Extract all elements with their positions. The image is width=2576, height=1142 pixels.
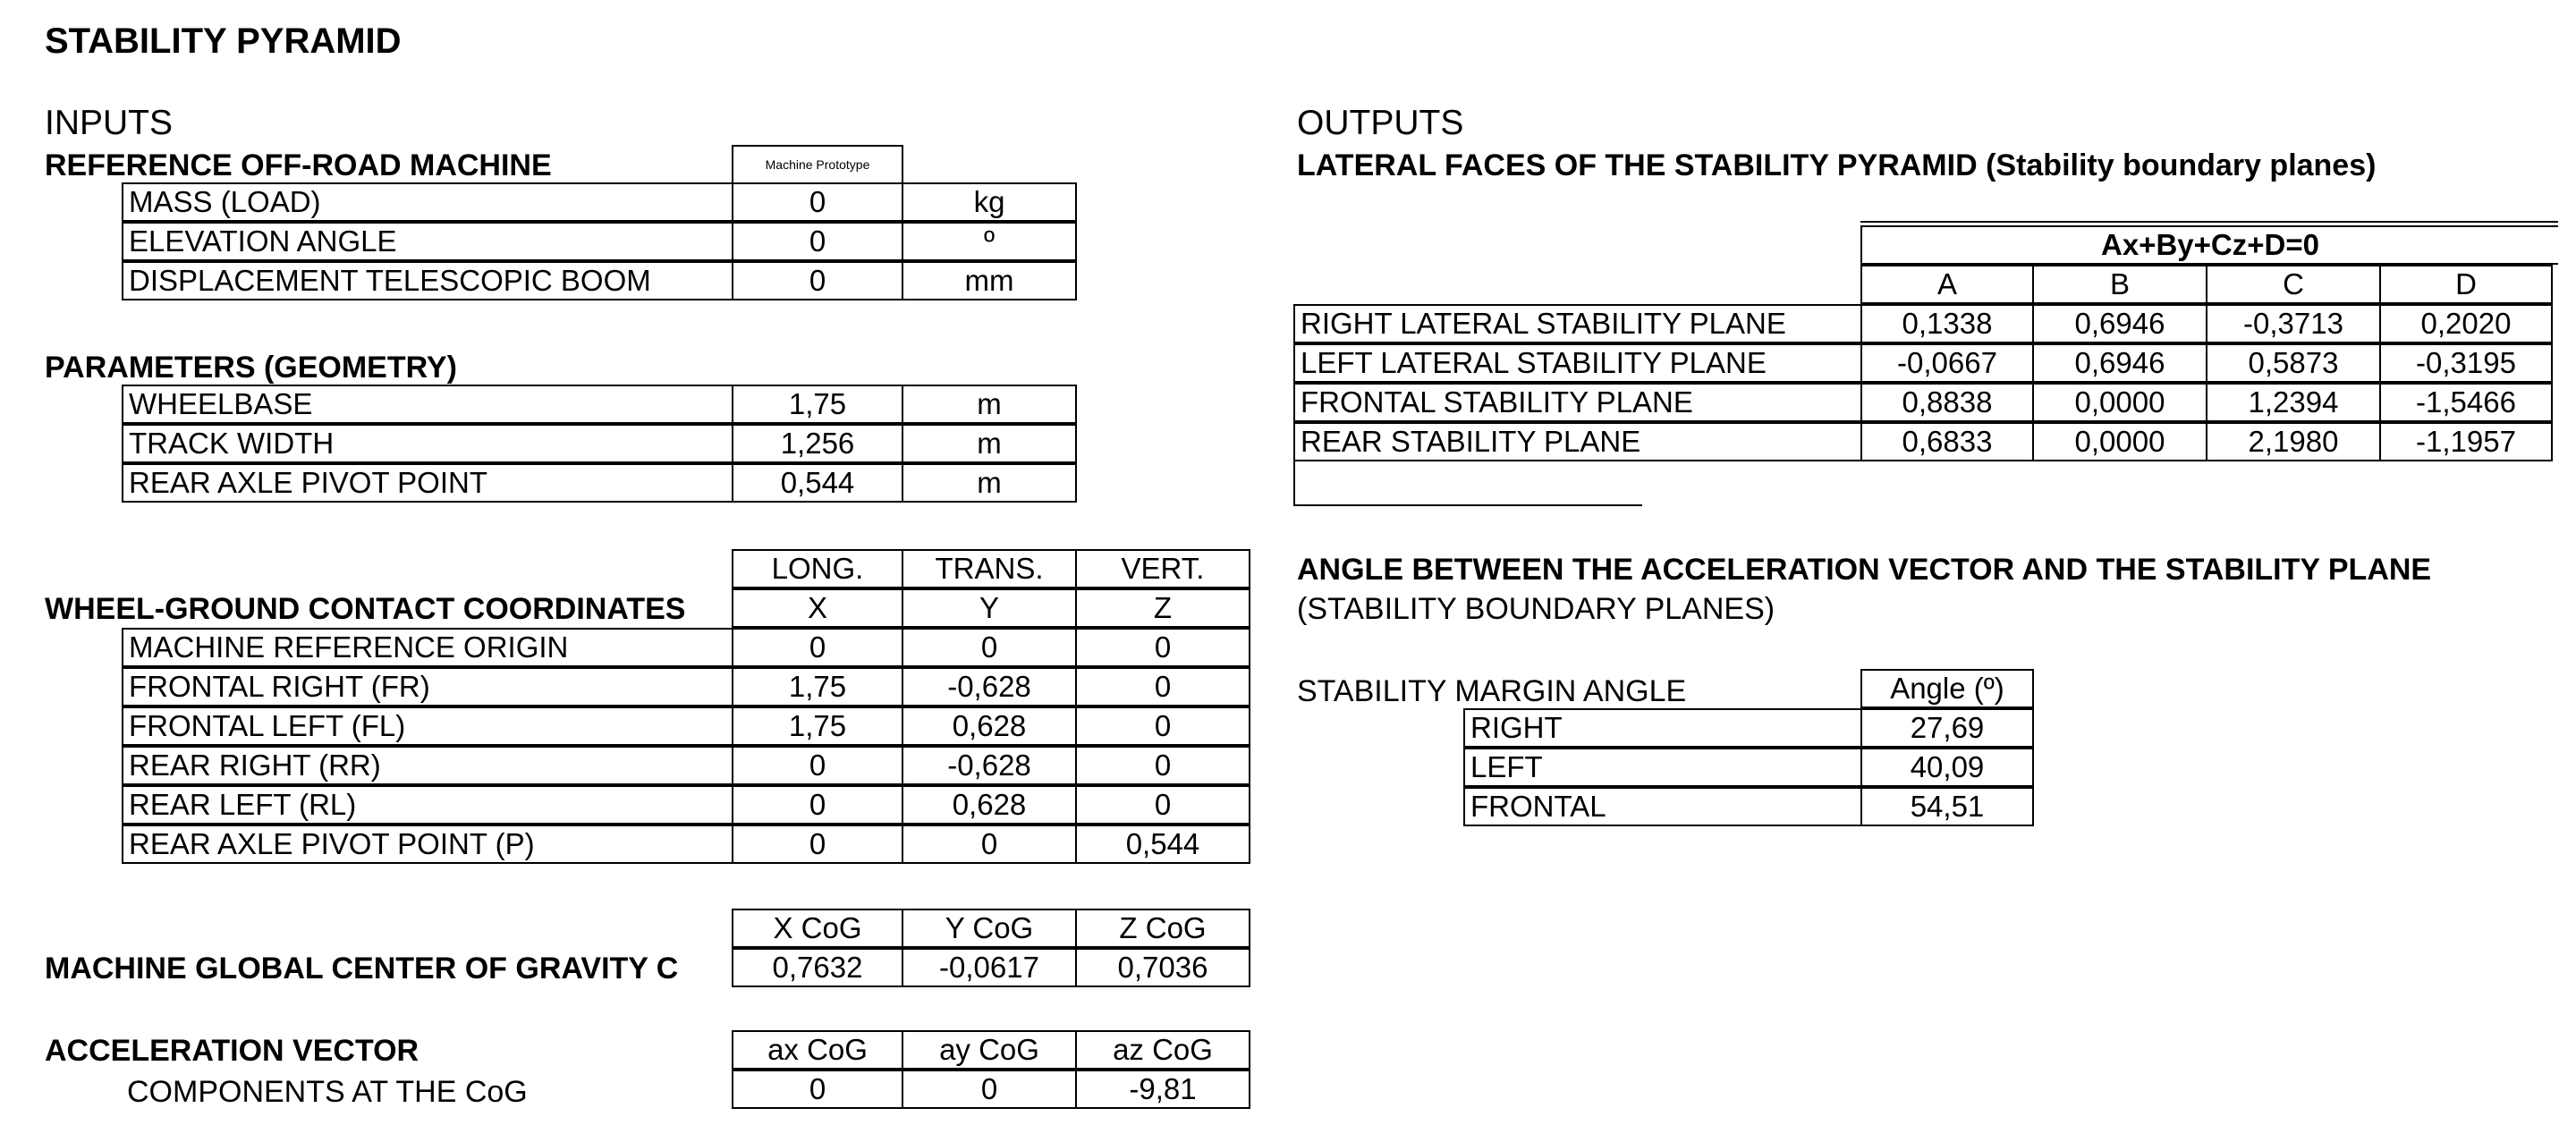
parameter-row-unit: m bbox=[902, 424, 1077, 463]
contact-row-y: -0,628 bbox=[902, 746, 1077, 785]
contact-row-x: 0 bbox=[732, 825, 903, 864]
plane-row-d: -1,5466 bbox=[2379, 383, 2553, 422]
inputs-heading: INPUTS bbox=[45, 104, 174, 142]
reference-row-label: DISPLACEMENT TELESCOPIC BOOM bbox=[122, 261, 733, 300]
plane-row-label: REAR STABILITY PLANE bbox=[1293, 422, 1862, 461]
contact-row-z: 0 bbox=[1075, 706, 1250, 746]
accel-sublabel: COMPONENTS AT THE CoG bbox=[127, 1075, 528, 1109]
cog-value-z: 0,7036 bbox=[1075, 948, 1250, 987]
reference-machine-label: REFERENCE OFF-ROAD MACHINE bbox=[45, 148, 552, 182]
accel-header-z: az CoG bbox=[1075, 1030, 1250, 1070]
margin-row-value: 54,51 bbox=[1860, 787, 2034, 826]
cog-value-x: 0,7632 bbox=[732, 948, 903, 987]
reference-row-label: ELEVATION ANGLE bbox=[122, 222, 733, 261]
margin-row-value: 27,69 bbox=[1860, 708, 2034, 748]
contacts-header-trans: TRANS. bbox=[902, 549, 1077, 588]
plane-row-a: 0,1338 bbox=[1860, 304, 2034, 343]
contact-row-x: 1,75 bbox=[732, 667, 903, 706]
contacts-header-vert: VERT. bbox=[1075, 549, 1250, 588]
contact-row-y: 0 bbox=[902, 628, 1077, 667]
plane-row-b: 0,0000 bbox=[2032, 383, 2207, 422]
plane-row-d: 0,2020 bbox=[2379, 304, 2553, 343]
plane-row-c: 2,1980 bbox=[2206, 422, 2381, 461]
machine-prototype-cell: Machine Prototype bbox=[732, 145, 903, 184]
parameter-row-label: TRACK WIDTH bbox=[122, 424, 733, 463]
plane-row-label: FRONTAL STABILITY PLANE bbox=[1293, 383, 1862, 422]
parameter-row-unit: m bbox=[902, 463, 1077, 503]
contacts-header-long: LONG. bbox=[732, 549, 903, 588]
stability-margin-label: STABILITY MARGIN ANGLE bbox=[1297, 674, 1687, 708]
contact-row-label: REAR RIGHT (RR) bbox=[122, 746, 733, 785]
accel-value-x: 0 bbox=[732, 1070, 903, 1109]
accel-value-y: 0 bbox=[902, 1070, 1077, 1109]
parameter-row-value[interactable]: 0,544 bbox=[732, 463, 903, 503]
parameter-row-label: WHEELBASE bbox=[122, 385, 733, 424]
plane-row-b: 0,0000 bbox=[2032, 422, 2207, 461]
planes-trailing-left-rule bbox=[1293, 460, 1295, 506]
contacts-label: WHEEL-GROUND CONTACT COORDINATES bbox=[45, 592, 686, 626]
contact-row-label: REAR LEFT (RL) bbox=[122, 785, 733, 825]
parameters-label: PARAMETERS (GEOMETRY) bbox=[45, 351, 457, 385]
contacts-header-x: X bbox=[732, 588, 903, 628]
contacts-header-y: Y bbox=[902, 588, 1077, 628]
contact-row-x: 0 bbox=[732, 628, 903, 667]
margin-row-label: RIGHT bbox=[1463, 708, 1862, 748]
plane-row-b: 0,6946 bbox=[2032, 343, 2207, 383]
contact-row-z: 0 bbox=[1075, 667, 1250, 706]
plane-row-label: RIGHT LATERAL STABILITY PLANE bbox=[1293, 304, 1862, 343]
angle-header: Angle (º) bbox=[1860, 669, 2034, 708]
plane-row-a: -0,0667 bbox=[1860, 343, 2034, 383]
cog-header-y: Y CoG bbox=[902, 909, 1077, 948]
accel-header-y: ay CoG bbox=[902, 1030, 1077, 1070]
accel-value-z: -9,81 bbox=[1075, 1070, 1250, 1109]
margin-row-label: FRONTAL bbox=[1463, 787, 1862, 826]
contact-row-z: 0 bbox=[1075, 746, 1250, 785]
plane-row-a: 0,6833 bbox=[1860, 422, 2034, 461]
outputs-heading: OUTPUTS bbox=[1297, 104, 1464, 142]
parameter-row-label: REAR AXLE PIVOT POINT bbox=[122, 463, 733, 503]
contact-row-label: FRONTAL LEFT (FL) bbox=[122, 706, 733, 746]
plane-col-b: B bbox=[2032, 265, 2207, 304]
plane-row-b: 0,6946 bbox=[2032, 304, 2207, 343]
parameter-row-value[interactable]: 1,75 bbox=[732, 385, 903, 424]
plane-row-d: -1,1957 bbox=[2379, 422, 2553, 461]
cog-header-z: Z CoG bbox=[1075, 909, 1250, 948]
contact-row-z: 0 bbox=[1075, 785, 1250, 825]
contacts-header-z: Z bbox=[1075, 588, 1250, 628]
plane-col-d: D bbox=[2379, 265, 2553, 304]
angle-label: ANGLE BETWEEN THE ACCELERATION VECTOR AND THE STABILITY PLANE bbox=[1297, 553, 2432, 587]
contact-row-z: 0,544 bbox=[1075, 825, 1250, 864]
contact-row-label: MACHINE REFERENCE ORIGIN bbox=[122, 628, 733, 667]
plane-row-c: 1,2394 bbox=[2206, 383, 2381, 422]
contact-row-y: 0,628 bbox=[902, 706, 1077, 746]
reference-row-value[interactable]: 0 bbox=[732, 182, 903, 222]
parameter-row-unit: m bbox=[902, 385, 1077, 424]
contact-row-y: -0,628 bbox=[902, 667, 1077, 706]
contact-row-x: 1,75 bbox=[732, 706, 903, 746]
accel-header-x: ax CoG bbox=[732, 1030, 903, 1070]
contact-row-x: 0 bbox=[732, 785, 903, 825]
contact-row-x: 0 bbox=[732, 746, 903, 785]
contact-row-label: FRONTAL RIGHT (FR) bbox=[122, 667, 733, 706]
plane-row-label: LEFT LATERAL STABILITY PLANE bbox=[1293, 343, 1862, 383]
margin-row-label: LEFT bbox=[1463, 748, 1862, 787]
contact-row-z: 0 bbox=[1075, 628, 1250, 667]
cog-label: MACHINE GLOBAL CENTER OF GRAVITY C bbox=[45, 952, 679, 986]
equation-top-rule bbox=[1860, 221, 2558, 223]
plane-row-a: 0,8838 bbox=[1860, 383, 2034, 422]
plane-equation: Ax+By+Cz+D=0 bbox=[1860, 225, 2558, 265]
plane-col-c: C bbox=[2206, 265, 2381, 304]
plane-row-d: -0,3195 bbox=[2379, 343, 2553, 383]
reference-row-unit: º bbox=[902, 222, 1077, 261]
reference-row-label: MASS (LOAD) bbox=[122, 182, 733, 222]
reference-row-unit: mm bbox=[902, 261, 1077, 300]
cog-value-y: -0,0617 bbox=[902, 948, 1077, 987]
reference-row-value[interactable]: 0 bbox=[732, 222, 903, 261]
planes-trailing-bottom-rule bbox=[1293, 504, 1642, 506]
plane-row-c: -0,3713 bbox=[2206, 304, 2381, 343]
accel-label: ACCELERATION VECTOR bbox=[45, 1034, 419, 1068]
plane-row-c: 0,5873 bbox=[2206, 343, 2381, 383]
margin-row-value: 40,09 bbox=[1860, 748, 2034, 787]
cog-header-x: X CoG bbox=[732, 909, 903, 948]
contact-row-label: REAR AXLE PIVOT POINT (P) bbox=[122, 825, 733, 864]
contact-row-y: 0 bbox=[902, 825, 1077, 864]
angle-sublabel: (STABILITY BOUNDARY PLANES) bbox=[1297, 592, 1775, 626]
reference-row-unit: kg bbox=[902, 182, 1077, 222]
parameter-row-value[interactable]: 1,256 bbox=[732, 424, 903, 463]
page-title: STABILITY PYRAMID bbox=[45, 21, 402, 61]
faces-label: LATERAL FACES OF THE STABILITY PYRAMID (Stability boundary planes) bbox=[1297, 148, 2377, 182]
plane-col-a: A bbox=[1860, 265, 2034, 304]
contact-row-y: 0,628 bbox=[902, 785, 1077, 825]
reference-row-value[interactable]: 0 bbox=[732, 261, 903, 300]
